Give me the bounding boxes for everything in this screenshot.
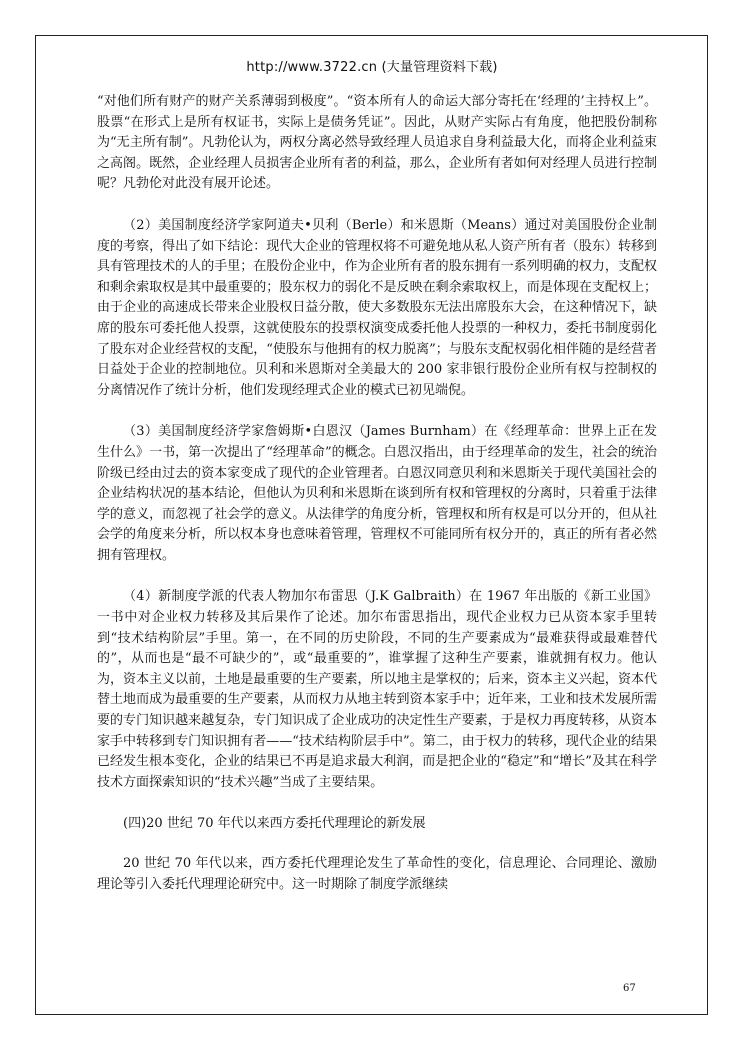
section-heading: (四)20 世纪 70 年代以来西方委托代理理论的新发展: [123, 816, 426, 832]
document-body: [97, 92, 657, 916]
paragraph-veblen-continued: “对他们所有财产的财产关系薄弱到极度”。“资本所有人的命运大部分寄托在‘经理的’主持权上”。股票“在形式上是所有权证书，实际上是债务凭证”。因此，从财产实际占有角度，他把股份制称为“无主所有制”。凡勃伦认为，两权分离必然导致经理人员追求自身利益最大化，而将企业利益束之高阁。既然，企业经理人员损害企业所有者的利益，那么，企业所有者如何对经理人员进行控制呢？凡勃伦对此没有展开论述。: [97, 94, 657, 192]
paragraph-galbraith: （4）新制度学派的代表人物加尔布雷思（J.K Galbraith）在 1967 年出版的《新工业国》一书中对企业权力转移及其后果作了论述。加尔布雷思指出，现代企业权力已从资本家手里转到“技术结构阶层”手里。第一，在不同的历史阶段，不同的生产要素成为“最难获得或最难替代的”，从而也是“最不可缺少的”，或“最重要的”，谁掌握了这种生产要素，谁就拥有权力。他认为，资本主义以前，土地是最重要的生产要素，所以地主是掌权的；后来，资本主义兴起，资本代替土地而成为最重要的生产要素，从而权力从地主转到资本家手中；近年来，工业和技术发展所需要的专门知识越来越复杂，专门知识成了企业成功的决定性生产要素，于是权力再度转移，从资本家手中转移到专门知识拥有者——“技术结构阶层手中”。第二，由于权力的转移，现代企业的结果已经发生根本变化，企业的结果已不再是追求最大利润，而是把企业的“稳定”和“增长”及其在科学技术方面探索知识的“技术兴趣”当成了主要结果。: [97, 589, 657, 790]
page-number: 67: [623, 983, 636, 994]
paragraph-new-developments: 20 世纪 70 年代以来，西方委托代理理论发生了革命性的变化，信息理论、合同理论、激励理论等引入委托代理理论研究中。这一时期除了制度学派继续: [97, 856, 657, 892]
paragraph-burnham: （3）美国制度经济学家詹姆斯•白恩汉（James Burnham）在《经理革命：世界上正在发生什么》一书，第一次提出了“经理革命”的概念。白恩汉指出，由于经理革命的发生，社会的统治阶级已经由过去的资本家变成了现代的企业管理者。白恩汉同意贝利和米恩斯关于现代美国社会的企业结构状况的基本结论，但他认为贝利和米恩斯在谈到所有权和管理权的分离时，只着重于法律学的意义，而忽视了社会学的意义。从法律学的角度分析，管理权和所有权是可以分开的，但从社会学的角度来分析，所以权本身也意味着管理，管理权不可能同所有权分开的，真正的所有者必然拥有管理权。: [97, 424, 657, 563]
paragraph-berle-means: （2）美国制度经济学家阿道夫•贝利（Berle）和米恩斯（Means）通过对美国股份企业制度的考察，得出了如下结论：现代大企业的管理权将不可避免地从私人资产所有者（股东）转移到具有管理技术的人的手里；在股份企业中，作为企业所有者的股东拥有一系列明确的权力，支配权和剩余索取权是其中最重要的；股东权力的弱化不是反映在剩余索取权上，而是体现在支配权上；由于企业的高速成长带来企业股权日益分散，使大多数股东无法出席股东大会，在这种情况下，缺席的股东可委托他人投票，这就使股东的投票权演变成委托他人投票的一种权力，委托书制度弱化了股东对企业经营权的支配，“使股东与他拥有的权力脱离”；与股东支配权弱化相伴随的是经营者日益处于企业的控制地位。贝利和米恩斯对全美最大的 200 家非银行股份企业所有权与控制权的分离情况作了统计分析，他们发现经理式企业的模式已初见端倪。: [97, 217, 657, 398]
page-header: http://www.3722.cn (大量管理资料下载): [246, 60, 498, 75]
